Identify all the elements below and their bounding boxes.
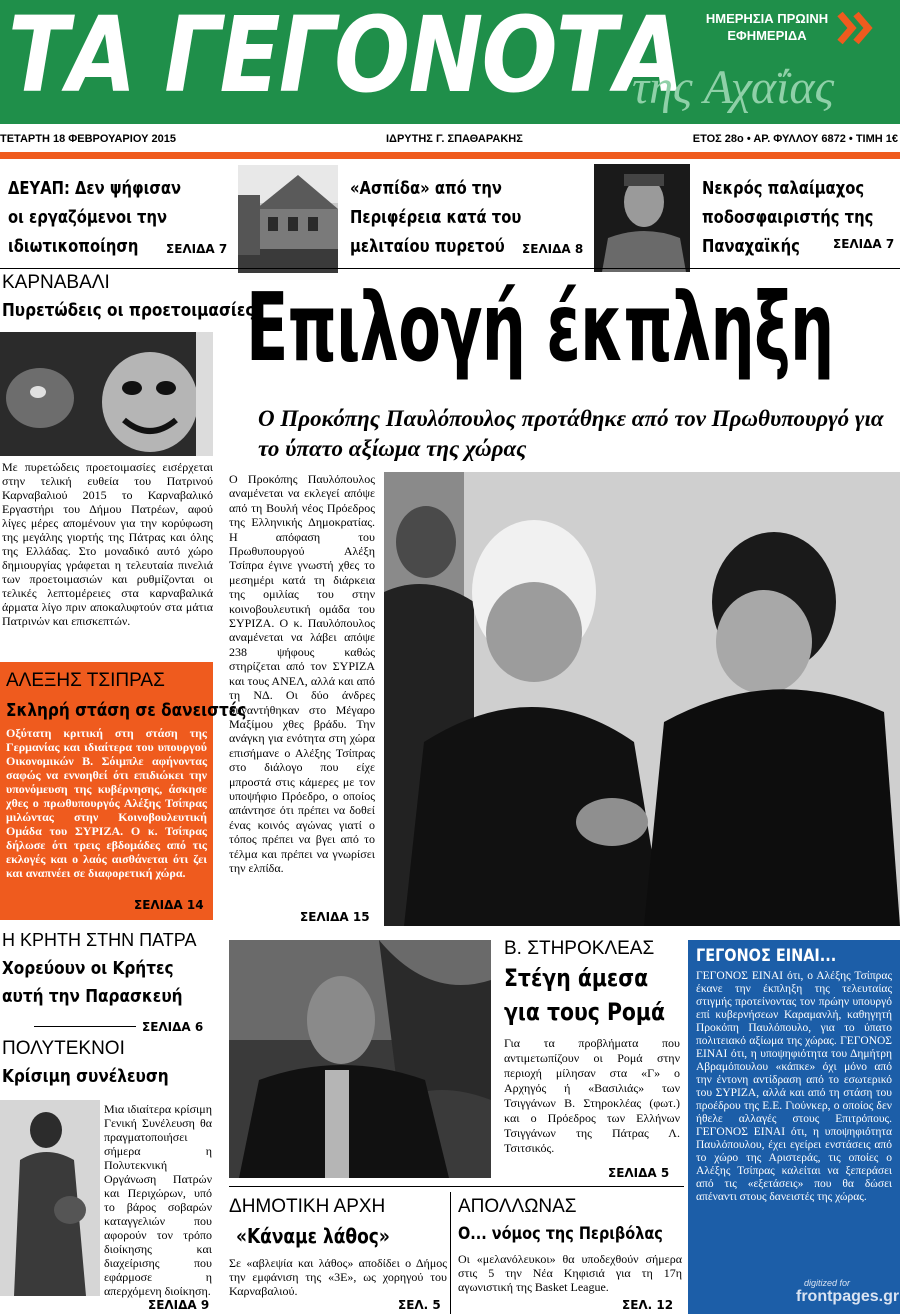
tagline	[692, 10, 842, 44]
carnival-photo	[0, 332, 213, 456]
page-ref: ΣΕΛΙΔΑ 7	[166, 242, 228, 256]
section-label: ΠΟΛΥΤΕΚΝΟΙ	[2, 1038, 125, 1059]
teaser-line: ΔΕΥΑΠ: Δεν ψήφισαν	[8, 178, 182, 199]
page-ref: ΣΕΛ. 12	[622, 1298, 674, 1312]
page-ref: ΣΕΛΙΔΑ 9	[148, 1298, 210, 1312]
roma-headline-2[interactable]: για τους Ρομά	[504, 998, 665, 1026]
crete-headline-1[interactable]: Χορεύουν οι Κρήτες	[2, 958, 174, 979]
newspaper-title: ΤΑ ΓΕΓΟΝΟΤΑ	[8, 0, 683, 116]
section-label: ΑΠΟΛΛΩΝΑΣ	[458, 1196, 577, 1217]
issue-date: ΤΕΤΑΡΤΗ 18 ΦΕΒΡΟΥΑΡΙΟΥ 2015	[0, 133, 176, 145]
teaser-line: Νεκρός παλαίμαχος	[702, 178, 865, 199]
section-label: Β. ΣΤΗΡΟΚΛΕΑΣ	[504, 938, 655, 959]
portrait-image	[594, 164, 690, 272]
apollon-body: Οι «μελανόλευκοι» θα υποδεχθούν σήμερα στις 5 την Νέα Κηφισιά για τη 17η αγωνιστική της Basket League.	[458, 1252, 682, 1294]
building-image	[238, 165, 338, 273]
deyap-photo	[238, 165, 338, 273]
masthead	[0, 0, 900, 124]
newspaper-subtitle: της Αχαΐας	[632, 61, 835, 114]
roma-headline-1[interactable]: Στέγη άμεσα	[504, 964, 649, 992]
carnival-headline[interactable]: Πυρετώδεις οι προετοιμασίες	[2, 300, 255, 321]
page-ref: ΣΕΛΙΔΑ 8	[522, 242, 584, 256]
teaser-panachaiki[interactable]	[692, 162, 900, 268]
teaser-line: Περιφέρεια κατά του	[350, 207, 522, 228]
teaser-aspida[interactable]	[340, 162, 590, 268]
section-label: ΔΗΜΟΤΙΚΗ ΑΡΧΗ	[229, 1196, 386, 1217]
divider	[229, 1186, 684, 1187]
page-ref: ΣΕΛΙΔΑ 5	[608, 1166, 670, 1180]
municipal-body: Σε «αβλεψία και λάθος» αποδίδει ο Δήμος την εμφάνιση της «3Ε», ως χορηγού του Καρναβαλιού.	[229, 1256, 447, 1298]
chevron-right-icon	[836, 10, 876, 46]
teaser-line: οι εργαζόμενοι την	[8, 207, 168, 228]
tagline-line1: ΗΜΕΡΗΣΙΑ ΠΡΩΙΝΗ	[705, 11, 829, 26]
tagline-line2: ΕΦΗΜΕΡΙΔΑ	[727, 28, 807, 43]
gegonos-title: ΓΕΓΟΝΟΣ ΕΙΝΑΙ...	[696, 946, 837, 966]
player-photo	[594, 164, 690, 272]
teaser-line: «Ασπίδα» από την	[350, 178, 502, 199]
dateline	[0, 128, 900, 150]
page-ref: ΣΕΛ. 5	[398, 1298, 441, 1312]
apollon-headline[interactable]: Ο... νόμος της Περιβόλας	[458, 1224, 663, 1244]
polytekni-headline[interactable]: Κρίσιμη συνέλευση	[2, 1066, 169, 1087]
header-rule	[0, 152, 900, 159]
carnival-body: Με πυρετώδεις προετοιμασίες εισέρχεται στην τελική ευθεία του Πατρινού Καρναβαλιού 2015 το Καρναβαλικό Εργαστήρι του Δήμου Πατρέων, αφού λίγες μέρες απομένουν για την κορύφωση της μεγάλης γιορτής της Πάτρας και όλης της Ελλάδας. Στο μοναδικό αυτό χώρο δημιουργίας γράφεται η τελευταία πινελιά των προετοιμασιών και ρυθμίζονται οι τελικές λεπτομέρειες στα καρναβαλικά άρματα λίγο πριν αποκαλυφτούν στα μάτια Πατρινών και επισκεπτών.	[2, 460, 213, 628]
teaser-line: Παναχαϊκής	[702, 236, 800, 257]
page-ref: ΣΕΛΙΔΑ 6	[142, 1020, 204, 1034]
gegonos-box	[688, 940, 900, 1314]
page-ref: ΣΕΛΙΔΑ 15	[300, 910, 370, 924]
section-label: ΑΛΕΞΗΣ ΤΣΙΠΡΑΣ	[6, 670, 165, 691]
teaser-line: ποδοσφαιριστής της	[702, 207, 874, 228]
lead-photo	[384, 472, 900, 926]
teaser-line: μελιταίου πυρετού	[350, 236, 505, 257]
polytekni-photo	[0, 1100, 100, 1296]
municipal-headline[interactable]: «Κάναμε λάθος»	[236, 1224, 390, 1248]
mask-image	[0, 332, 213, 456]
teaser-deyap[interactable]	[0, 162, 238, 268]
watermark-line2: frontpages.gr	[796, 1288, 900, 1305]
portrait-image	[229, 940, 491, 1178]
gegonos-body: ΓΕΓΟΝΟΣ ΕΙΝΑΙ ότι, ο Αλέξης Τσίπρας έκανε την έκπληξη της τελευταίας στιγμής προτείνοντας τον πρώην υπουργό επί κυβερνήσεων Καραμανλή, καθηγητή Προκόπη Παυλόπουλο, για το ύπατο πολιτειακό αξίωμα της χώρας. ΓΕΓΟΝΟΣ ΕΙΝΑΙ ότι, η υποψηφιότητα του Δημήτρη Αβραμόπουλου «κάπκε» όχι μόνο από την έντονη αντίδραση από το εσωτερικό του ΣΥΡΙΖΑ, αλλά και από τη στάση του προέδρου της Ε.Ε. Γιούνκερ, ο οποίος δεν ήθελε αλλαγές στους Επιτρόπους. ΓΕΓΟΝΟΣ ΕΙΝΑΙ ότι, η υποψηφιότητα Παυλόπουλου, έχει εγείρει ενστάσεις από το χώρο της Αριστεράς, τις οποίες ο Αλέξης Τσίπρας καλείται να ξεπεράσει από τις «εξετάσεις» που θα δώσει απέναντι στους δανειστές της χώρας.	[696, 970, 892, 1203]
tsipras-headline[interactable]: Σκληρή στάση σε δανειστές	[6, 700, 247, 721]
watermark-line1: digitized for	[804, 1278, 851, 1288]
polytekni-body: Μια ιδιαίτερα κρίσιμη Γενική Συνέλευση θα πραγματοποιήσει σήμερα η Πολυτεκνική Οργάνωση Πατρών και Περιχώρων, υπό το βάρος σοβαρών καταγγελιών που αφορούν τον τρόπο διοίκησης και διαχείρισης που εφάρμοσε η απερχόμενη διοίκηση.	[104, 1102, 212, 1298]
tsipras-box	[0, 662, 247, 920]
statue-image	[0, 1100, 100, 1296]
roma-photo	[229, 940, 491, 1178]
section-label: ΚΑΡΝΑΒΑΛΙ	[2, 272, 110, 293]
roma-body: Για τα προβλήματα που αντιμετωπίζουν οι Ρομά στην περιοχή μίλησαν στα «Γ» ο Αρχηγός ή «Βασιλιάς» των Τσιγγάνων Β. Στηροκλέας (φωτ.) και ο Πρόεδρος των Ελλήνων Τσιγγάνων της Πάτρας Λ. Τσιτσικός.	[504, 1036, 680, 1155]
page-ref: ΣΕΛΙΔΑ 14	[134, 898, 204, 912]
lead-body: Ο Προκόπης Παυλόπουλος αναμένεται να εκλεγεί απόψε από τη Βουλή νέος Πρόεδρος της Ελληνικής Δημοκρατίας. Η απόφαση του Πρωθυπουργού Αλέξη Τσίπρα έγινε γνωστή χθες το μεσημέρι κατά τη διάρκεια της ομιλίας του στην κοινοβουλευτική ομάδα του ΣΥΡΙΖΑ. Ο κ. Παυλόπουλος αναμένεται να λάβει απόψε 238 ψήφους καθώς στηρίζεται από τον ΣΥΡΙΖΑ και τους ΑΝΕΛ, αλλά και από τη ΝΔ. Οι δύο άνδρες συναντήθηκαν στο Μέγαρο Μαξίμου χθες βράδυ. Την ανάγκη για ενότητα στη χώρα επισήμανε ο Αλέξης Τσίπρας στο διάλογο που είχε μπροστά στις κάμερες με τον υποψήφιο Πρόεδρο, ο οποίος απάντησε ότι πρέπει να δοθεί ένας κοινός αγώνας γιατί ο τόπος πρέπει να βγει από το τέλμα και πρέπει να γνωρίσει την ελπίδα.	[229, 472, 375, 875]
issue-info: ΕΤΟΣ 28ο • ΑΡ. ΦΥΛΛΟΥ 6872 • ΤΙΜΗ 1€	[692, 133, 898, 145]
meeting-image	[384, 472, 900, 926]
divider	[450, 1192, 451, 1314]
crete-headline-2[interactable]: αυτή την Παρασκευή	[2, 986, 183, 1007]
lead-headline[interactable]: Επιλογή έκπληξη	[246, 274, 834, 383]
section-label: Η ΚΡΗΤΗ ΣΤΗΝ ΠΑΤΡΑ	[2, 930, 197, 950]
divider	[34, 1026, 136, 1027]
founder: ΙΔΡΥΤΗΣ Γ. ΣΠΑΘΑΡΑΚΗΣ	[386, 133, 523, 145]
lead-subheadline: Ο Προκόπης Παυλόπουλος προτάθηκε από τον Πρωθυπουργό για το ύπατο αξίωμα της χώρας	[258, 406, 884, 461]
tsipras-body: Οξύτατη κριτική στη στάση της Γερμανίας και ιδιαίτερα του υπουργού Οικονομικών Β. Σόιμπλε αφήνοντας σαφώς να εννοηθεί ότι επιδιώκει την υπονόμευση της κυβέρνησης, άσκησε χθες ο πρωθυπουργός Αλέξης Τσίπρας μιλώντας στην Κοινοβουλευτική Ομάδα του ΣΥΡΙΖΑ. Ο κ. Τσίπρας δήλωσε ότι τρεις εβδομάδες από τις εκλογές και ο λαός αισθάνεται ότι ζει και αναπνέει σε διαφορετική χώρα.	[6, 726, 207, 880]
divider	[0, 268, 900, 269]
teaser-line: ιδιωτικοποίηση	[8, 236, 139, 257]
page-ref: ΣΕΛΙΔΑ 7	[833, 237, 895, 251]
